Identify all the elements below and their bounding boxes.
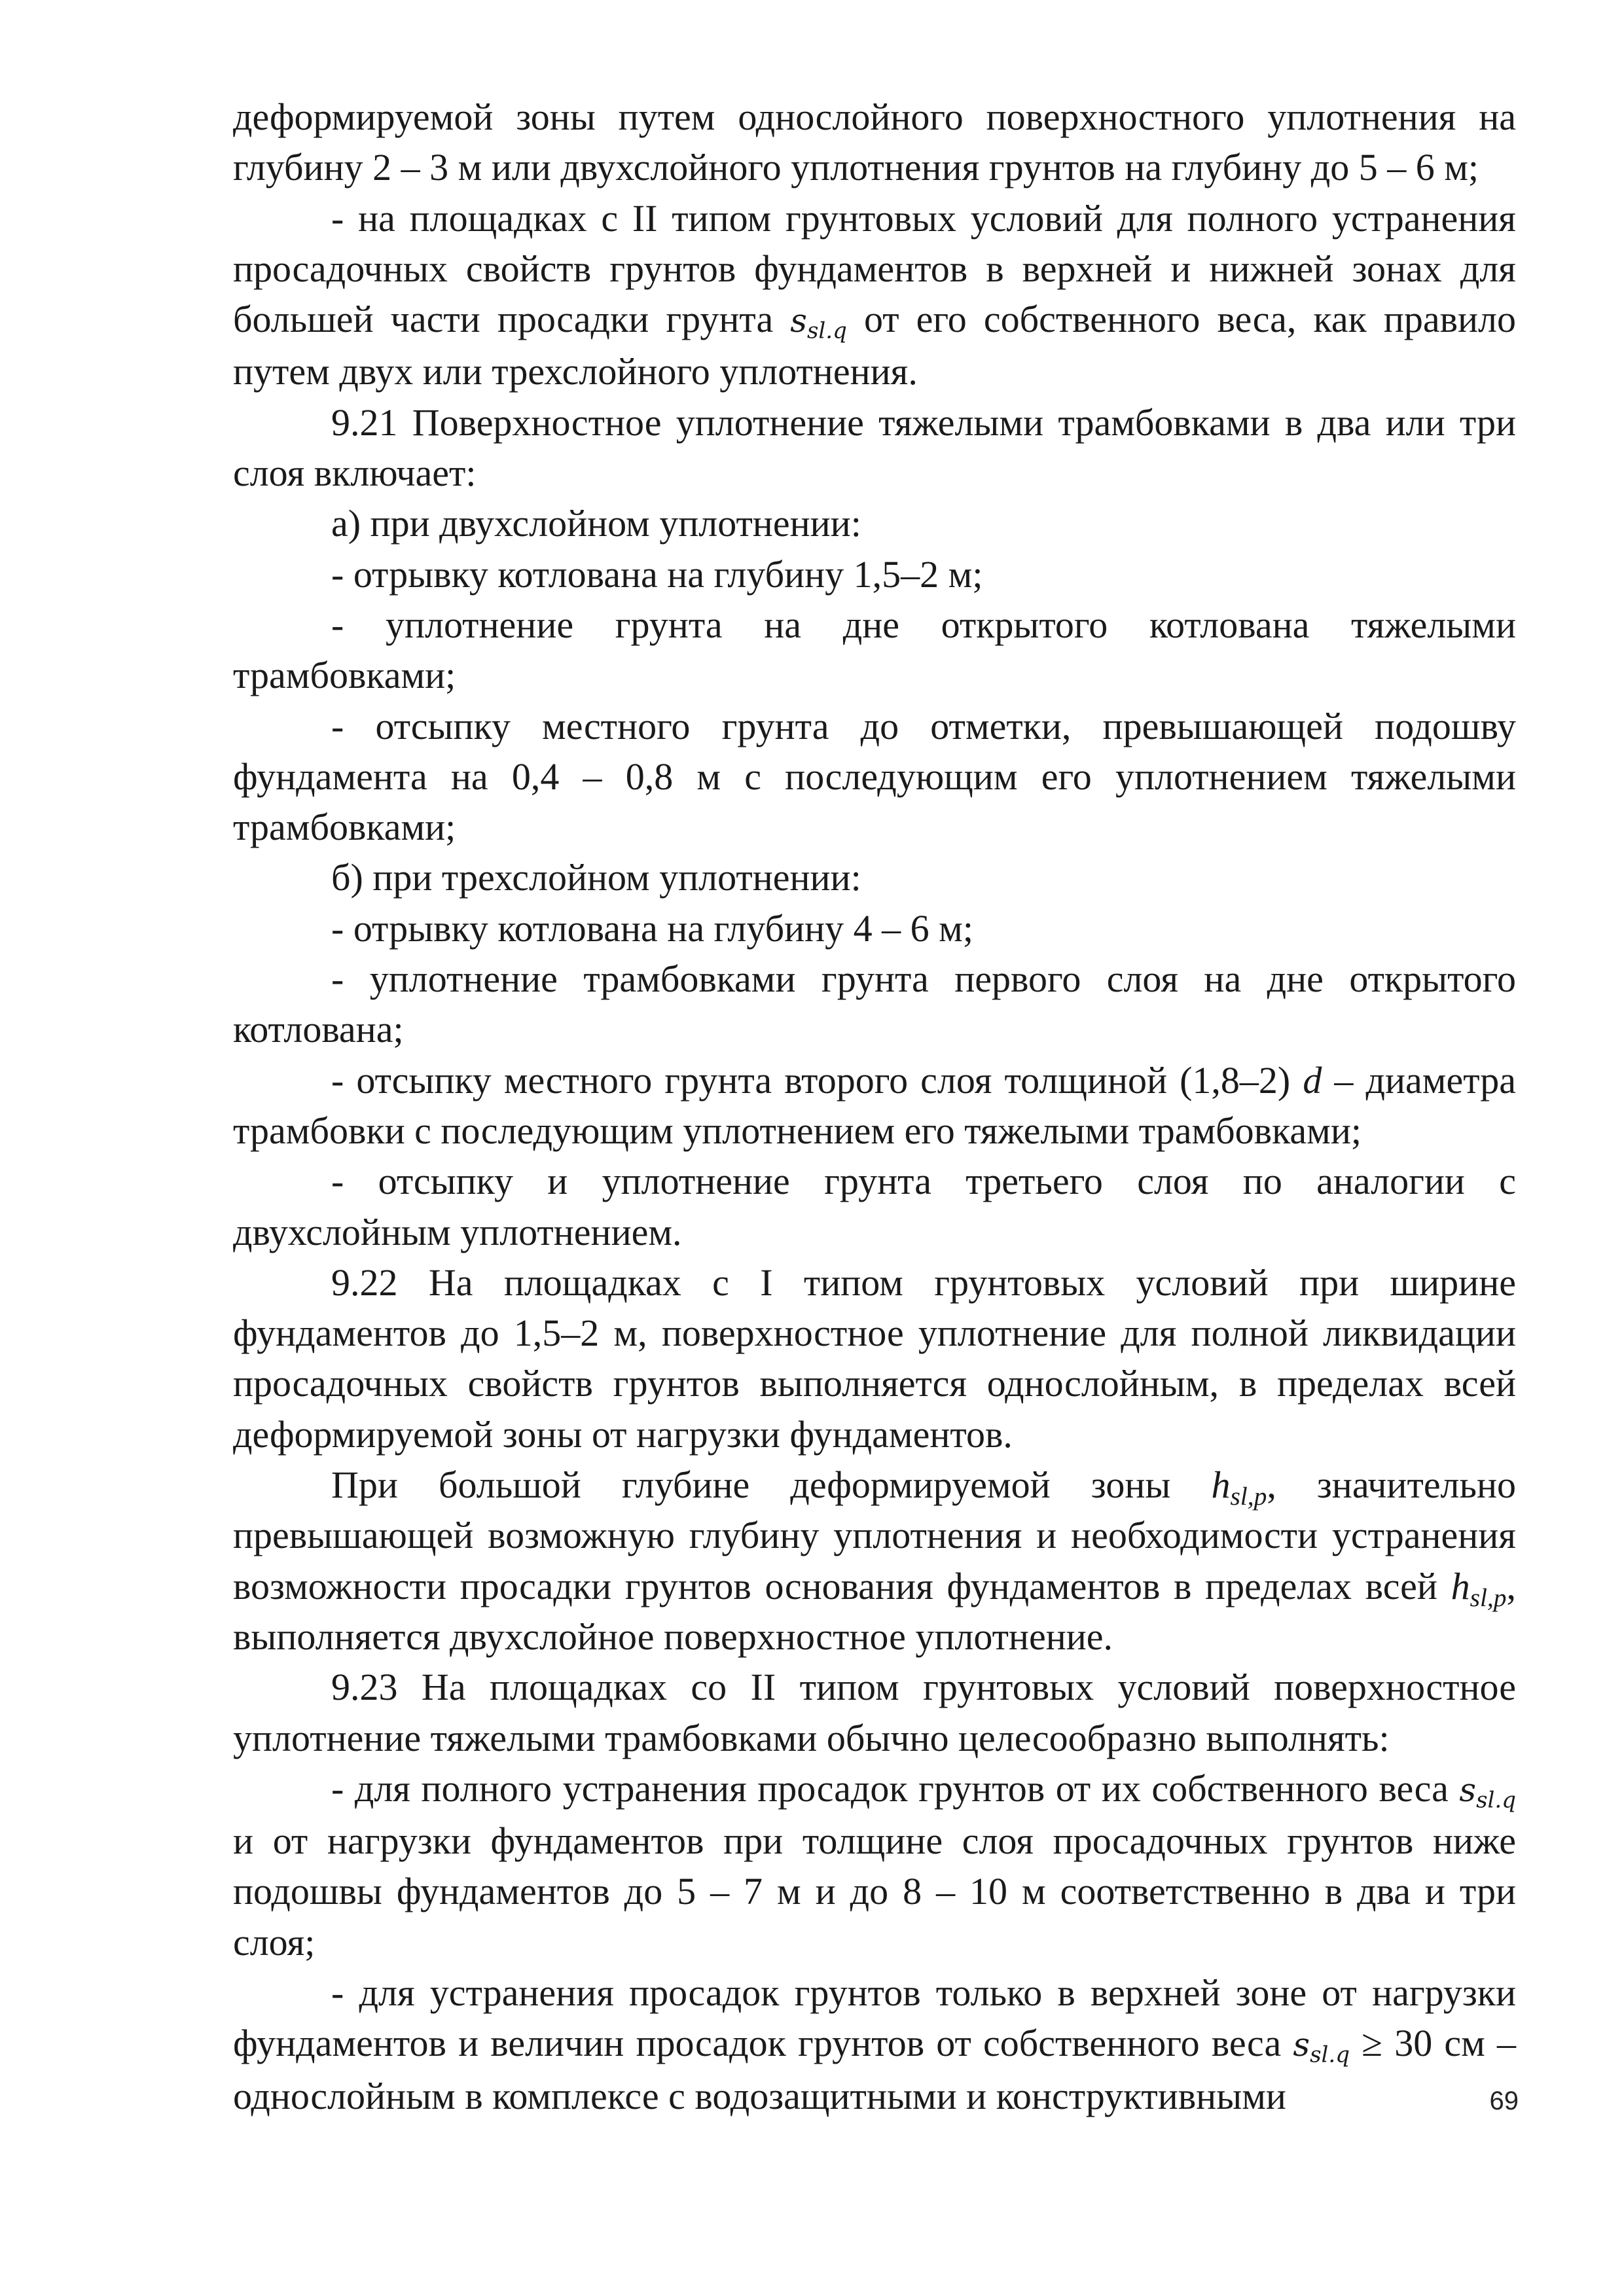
paragraph-type-ii-conditions: - на площадках с II типом грунтовых условий для полного устранения просадочных свойств грунтов фундаментов в верхней и нижней зонах для большей части просадки грунта $s_{sl.q}$ от его собственного веса, как правило путем двух или трехслойного уплотнения. [233, 196, 1516, 393]
list-item: - отсыпку местного грунта до отметки, превышающей подошву фундамента на 0,4 – 0,8 м с последующим его уплотнением тяжелыми трамбовками; [233, 704, 1516, 849]
math-s-slq: $s_{sl.q}$ [1293, 2026, 1350, 2068]
paragraph-9-23: 9.23 На площадках со II типом грунтовых условий поверхностное уплотнение тяжелыми трамбовками обычно целесообразно выполнять: [233, 1666, 1516, 1759]
list-item: - отсыпку местного грунта второго слоя толщиной (1,8–2) d – диаметра трамбовки с последующим уплотнением его тяжелыми трамбовками; [233, 1058, 1516, 1152]
paragraph-three-layer-heading: б) при трехслойном уплотнении: [331, 856, 861, 899]
list-item: - отрывку котлована на глубину 4 – 6 м; [331, 906, 973, 950]
list-item: - для устранения просадок грунтов только в верхней зоне от нагрузки фундаментов и величин просадок грунтов от собственного веса $s_{sl.q} \ge 30$ см – однослойным в комплексе с водозащитными и конструктивными [233, 1971, 1517, 2117]
math-s-slq: $s_{sl.q}$ [1459, 1770, 1516, 1814]
math-d: d [1303, 1058, 1322, 1102]
list-item: - уплотнение трамбовками грунта первого слоя на дне открытого котлована; [233, 958, 1516, 1051]
paragraph-continuation: деформируемой зоны путем однослойного поверхностного уплотнения на глубину 2 – 3 м или двухслойного уплотнения грунтов на глубину до 5 – 6 м; [233, 96, 1516, 189]
paragraph-two-layer-heading: а) при двухслойном уплотнении: [331, 502, 861, 545]
math-h-slp: $h_{sl,p}$ [1211, 1463, 1267, 1511]
list-item: - для полного устранения просадок грунтов от их собственного веса $s_{sl.q}$ и от нагрузки фундаментов при толщине слоя просадочных грунтов ниже подошвы фундаментов до 5 – 7 м и до 8 – 10 м соответственно в два и три слоя; [233, 1767, 1516, 1964]
paragraph-large-depth: При большой глубине деформируемой зоны $h_{sl,p}$, значительно превышающей возможную глубину уплотнения и необходимости устранения возможности просадки грунтов основания фундаментов в пределах всей $h_{sl,p}$, выполняется двухслойное поверхностное уплотнение. [233, 1463, 1516, 1658]
paragraph-9-21: 9.21 Поверхностное уплотнение тяжелыми трамбовками в два или три слоя включает: [233, 401, 1516, 495]
math-s-slq: $s_{sl.q}$ [790, 302, 847, 344]
page-body [233, 92, 1516, 2121]
math-h-slp: $h_{sl,p}$ [1451, 1564, 1507, 1612]
list-item: - отрывку котлована на глубину 1,5–2 м; [331, 552, 983, 596]
page-number: 69 [1489, 2087, 1519, 2115]
list-item: - уплотнение грунта на дне открытого котлована тяжелыми трамбовками; [233, 603, 1516, 697]
list-item: - отсыпку и уплотнение грунта третьего слоя по аналогии с двухслойным уплотнением. [233, 1160, 1516, 1253]
paragraph-9-22: 9.22 На площадках с I типом грунтовых условий при ширине фундаментов до 1,5–2 м, поверхностное уплотнение для полной ликвидации просадочных свойств грунтов выполняется однослойным, в пределах всей деформируемой зоны от нагрузки фундаментов. [233, 1261, 1516, 1456]
